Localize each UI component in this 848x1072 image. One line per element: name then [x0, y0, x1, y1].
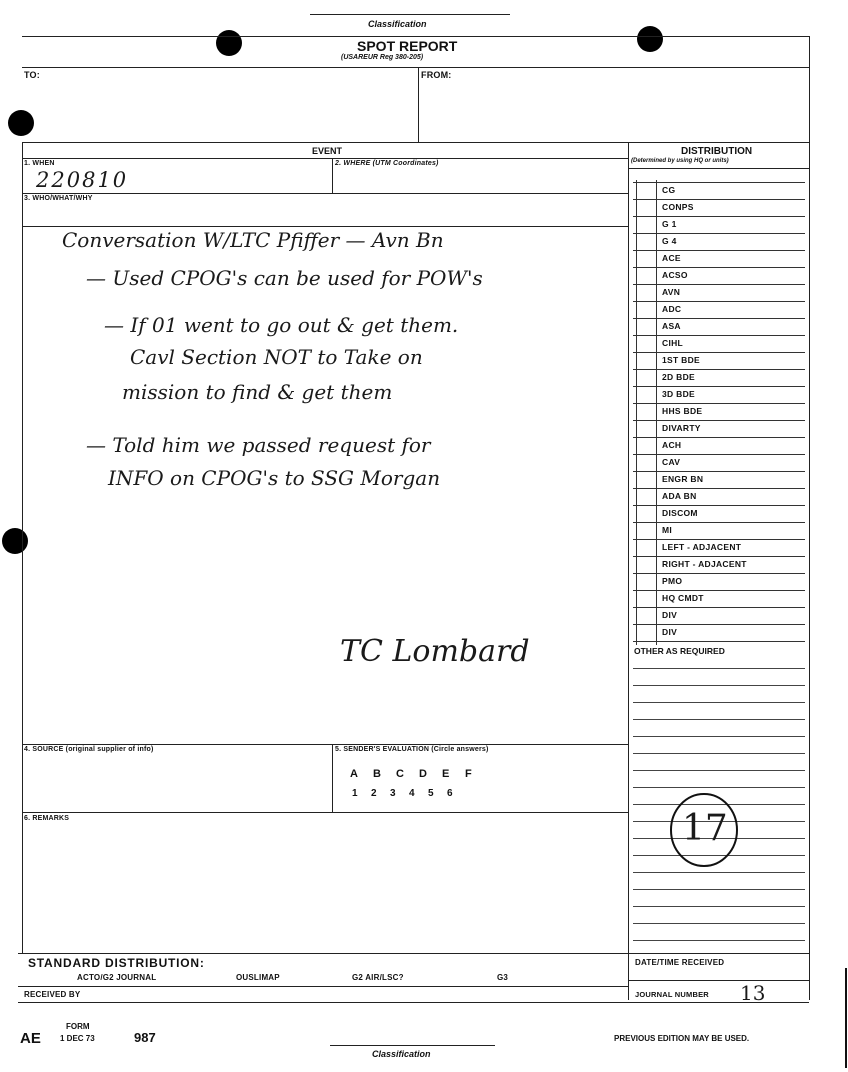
previous-edition-note: PREVIOUS EDITION MAY BE USED. — [614, 1034, 750, 1043]
form-title: SPOT REPORT — [357, 38, 458, 54]
eval-number-3[interactable]: 3 — [390, 788, 396, 799]
from-label: FROM: — [421, 70, 452, 80]
source-label: 4. SOURCE (original supplier of info) — [24, 746, 154, 753]
dist-item-mi[interactable]: MI — [662, 525, 673, 535]
eval-letter-a[interactable]: A — [350, 768, 358, 780]
dist-item-g1[interactable]: G 1 — [662, 219, 677, 229]
narrative-line-3: — If 01 went to go out & get them. — [104, 313, 459, 337]
form-prefix: AE — [20, 1030, 41, 1047]
dist-item-acso[interactable]: ACSO — [662, 270, 688, 280]
evaluation-letters — [350, 768, 488, 780]
narrative-line-7: INFO on CPOG's to SSG Morgan — [108, 466, 441, 490]
eval-number-5[interactable]: 5 — [428, 788, 434, 799]
event-heading: EVENT — [312, 146, 343, 156]
form-date: 1 DEC 73 — [60, 1034, 95, 1043]
signature: TC Lombard — [340, 634, 530, 669]
received-by-label: RECEIVED BY — [24, 990, 81, 999]
distribution-heading: DISTRIBUTION — [681, 146, 753, 157]
eval-letter-e[interactable]: E — [442, 768, 450, 780]
form-number: 987 — [134, 1030, 156, 1045]
narrative-line-4: Cavl Section NOT to Take on — [130, 345, 423, 369]
dist-item-cg[interactable]: CG — [662, 185, 676, 195]
dist-item-divarty[interactable]: DIVARTY — [662, 423, 701, 433]
dist-item-cihl[interactable]: CIHL — [662, 338, 684, 348]
dist-item-g4[interactable]: G 4 — [662, 236, 677, 246]
to-label: TO: — [24, 70, 40, 80]
form-regulation: (USAREUR Reg 380-205) — [341, 54, 424, 61]
dist-item-div-2[interactable]: DIV — [662, 627, 678, 637]
punch-hole-left-lower — [2, 528, 28, 554]
eval-number-4[interactable]: 4 — [409, 788, 415, 799]
narrative-line-5: mission to find & get them — [122, 380, 393, 404]
evaluation-label: 5. SENDER'S EVALUATION (Circle answers) — [335, 746, 489, 753]
narrative-line-6: — Told him we passed request for — [86, 433, 431, 457]
right-edge-mark — [845, 968, 847, 1068]
remarks-label: 6. REMARKS — [24, 815, 70, 822]
journal-number-value: 13 — [740, 981, 766, 1005]
dist-item-pmo[interactable]: PMO — [662, 576, 683, 586]
standard-distribution-label: STANDARD DISTRIBUTION: — [28, 956, 205, 970]
where-label: 2. WHERE (UTM Coordinates) — [335, 160, 439, 167]
dist-item-engr-bn[interactable]: ENGR BN — [662, 474, 704, 484]
circled-number: 17 — [682, 808, 728, 849]
punch-hole-left-upper — [8, 110, 34, 136]
date-time-received-label: DATE/TIME RECEIVED — [635, 958, 725, 967]
eval-letter-b[interactable]: B — [373, 768, 381, 780]
eval-letter-d[interactable]: D — [419, 768, 427, 780]
evaluation-numbers — [352, 788, 466, 799]
std-dist-acto: ACTO/G2 JOURNAL — [77, 973, 157, 982]
std-dist-ousli: OUSLIMAP — [236, 973, 280, 982]
eval-number-6[interactable]: 6 — [447, 788, 453, 799]
classification-top: Classification — [368, 19, 427, 29]
std-dist-g3: G3 — [497, 973, 509, 982]
eval-letter-c[interactable]: C — [396, 768, 404, 780]
when-label: 1. WHEN — [24, 160, 55, 167]
dist-item-2d-bde[interactable]: 2D BDE — [662, 372, 695, 382]
eval-number-2[interactable]: 2 — [371, 788, 377, 799]
punch-hole-top-right — [637, 26, 663, 52]
dist-item-avn[interactable]: AVN — [662, 287, 681, 297]
narrative-line-2: — Used CPOG's can be used for POW's — [86, 266, 483, 290]
dist-item-hhs-bde[interactable]: HHS BDE — [662, 406, 703, 416]
eval-number-1[interactable]: 1 — [352, 788, 358, 799]
when-value: 220810 — [36, 168, 129, 192]
dist-item-ach[interactable]: ACH — [662, 440, 682, 450]
punch-hole-top-left — [216, 30, 242, 56]
narrative-line-1: Conversation W/LTC Pfiffer — Avn Bn — [62, 228, 444, 252]
classification-bottom: Classification — [372, 1049, 431, 1059]
dist-item-3d-bde[interactable]: 3D BDE — [662, 389, 695, 399]
distribution-subheading: (Determined by using HQ or units) — [631, 158, 729, 164]
dist-item-cav[interactable]: CAV — [662, 457, 681, 467]
form-word: FORM — [66, 1022, 90, 1031]
dist-item-asa[interactable]: ASA — [662, 321, 681, 331]
dist-item-left-adjacent[interactable]: LEFT - ADJACENT — [662, 542, 742, 552]
eval-letter-f[interactable]: F — [465, 768, 472, 780]
dist-item-conps[interactable]: CONPS — [662, 202, 694, 212]
who-label: 3. WHO/WHAT/WHY — [24, 195, 93, 202]
dist-item-hq-cmdt[interactable]: HQ CMDT — [662, 593, 704, 603]
dist-item-1st-bde[interactable]: 1ST BDE — [662, 355, 700, 365]
journal-number-label: JOURNAL NUMBER — [635, 990, 709, 999]
dist-item-discom[interactable]: DISCOM — [662, 508, 698, 518]
dist-item-right-adjacent[interactable]: RIGHT - ADJACENT — [662, 559, 747, 569]
dist-item-div-1[interactable]: DIV — [662, 610, 678, 620]
std-dist-g2-air: G2 AIR/LSC? — [352, 973, 404, 982]
other-as-required-label: OTHER AS REQUIRED — [634, 646, 725, 656]
dist-item-ada-bn[interactable]: ADA BN — [662, 491, 697, 501]
dist-item-adc[interactable]: ADC — [662, 304, 682, 314]
dist-item-ace[interactable]: ACE — [662, 253, 681, 263]
